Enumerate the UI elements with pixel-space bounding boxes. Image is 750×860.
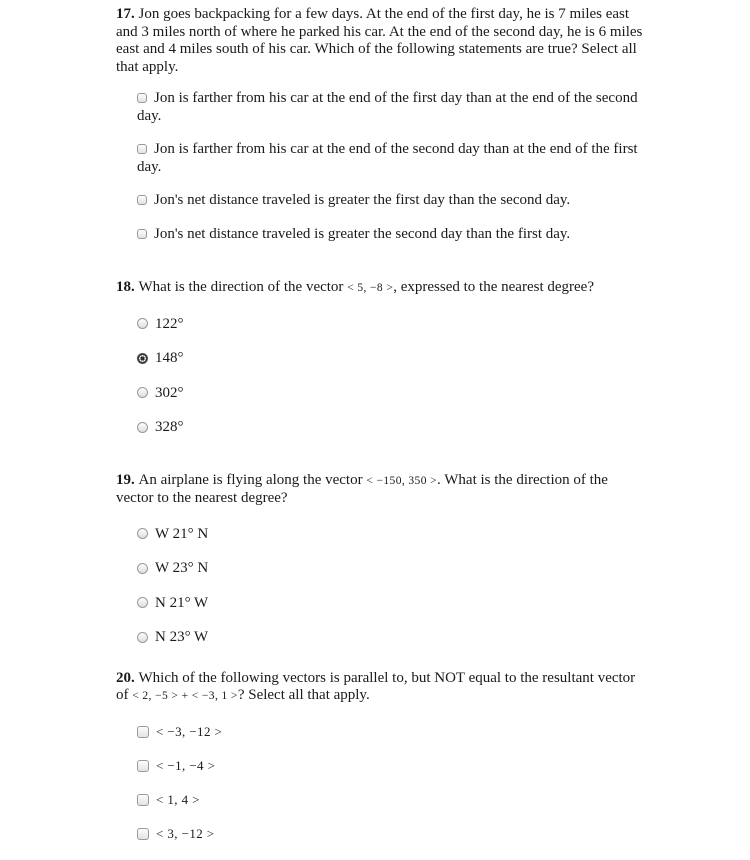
radio-button[interactable]	[137, 318, 148, 329]
option-label: W 21° N	[155, 525, 209, 542]
question-19-option-3[interactable]	[137, 595, 644, 613]
question-20-prompt	[116, 670, 644, 706]
radio-button[interactable]	[137, 422, 148, 433]
checkbox[interactable]	[137, 726, 149, 738]
radio-button[interactable]	[137, 563, 148, 574]
question-18-option-1[interactable]	[137, 316, 644, 334]
question-20-option-2[interactable]	[137, 758, 644, 773]
vector-notation: < 5, −8 >	[347, 282, 394, 294]
radio-button-selected[interactable]	[137, 353, 148, 364]
option-label: < 1, 4 >	[156, 791, 200, 807]
vector-notation: < 2, −5 > + < −3, 1 >	[132, 690, 238, 702]
prompt-text: ? Select all that apply.	[237, 687, 370, 703]
question-20	[116, 670, 644, 841]
question-19-option-1[interactable]	[137, 526, 644, 544]
prompt-text: Which of the following vectors is parallel to, but NOT equal to the resultant vector of	[116, 669, 636, 703]
question-19-options	[137, 526, 644, 647]
prompt-text: , expressed to the nearest degree?	[393, 279, 594, 295]
option-label: Jon is farther from his car at the end of the first day than at the end of the second day.	[137, 90, 638, 124]
question-18	[116, 279, 644, 437]
option-label: Jon is farther from his car at the end of the second day than at the end of the first day.	[137, 141, 638, 175]
question-number: 18.	[116, 279, 139, 295]
question-17-options	[137, 90, 644, 243]
question-17	[116, 6, 644, 243]
radio-button[interactable]	[137, 387, 148, 398]
question-19	[116, 472, 644, 647]
question-18-option-3[interactable]	[137, 385, 644, 403]
checkbox[interactable]	[137, 229, 147, 239]
checkbox[interactable]	[137, 828, 149, 840]
option-label: 148°	[155, 350, 184, 366]
checkbox[interactable]	[137, 93, 147, 103]
question-17-option-4[interactable]	[137, 226, 644, 244]
checkbox[interactable]	[137, 195, 147, 205]
question-19-option-2[interactable]	[137, 560, 644, 578]
question-17-prompt	[116, 6, 644, 76]
radio-button[interactable]	[137, 632, 148, 643]
radio-button[interactable]	[137, 597, 148, 608]
option-label: N 23° W	[155, 629, 209, 645]
option-label: < 3, −12 >	[156, 825, 215, 841]
option-label: Jon's net distance traveled is greater the first day than the second day.	[154, 192, 571, 208]
question-18-option-4[interactable]	[137, 419, 644, 437]
question-17-option-3[interactable]	[137, 192, 644, 210]
question-20-option-3[interactable]	[137, 792, 644, 807]
option-label: W 23° N	[155, 560, 209, 576]
question-18-prompt	[116, 279, 644, 298]
option-label: N 21° W	[155, 594, 209, 611]
checkbox[interactable]	[137, 144, 147, 154]
option-label: 122°	[155, 315, 184, 332]
question-number: 19.	[116, 471, 139, 488]
question-17-option-2[interactable]	[137, 141, 644, 176]
prompt-text: An airplane is flying along the vector	[138, 471, 367, 488]
option-label: < −1, −4 >	[156, 757, 216, 773]
option-label: Jon's net distance traveled is greater the second day than the first day.	[154, 225, 571, 242]
question-19-option-4[interactable]	[137, 629, 644, 647]
prompt-text: . What is the direction of the vector to the nearest degree?	[116, 471, 608, 506]
option-label: 302°	[155, 384, 184, 401]
option-label: < −3, −12 >	[156, 723, 223, 739]
question-17-option-1[interactable]	[137, 90, 644, 125]
prompt-text: What is the direction of the vector	[138, 279, 348, 295]
checkbox[interactable]	[137, 760, 149, 772]
question-number: 17.	[116, 6, 139, 22]
question-18-option-2[interactable]	[137, 350, 644, 368]
question-20-options	[137, 724, 644, 841]
vector-notation: < −150, 350 >	[366, 474, 438, 487]
option-label: 328°	[155, 419, 184, 435]
radio-button[interactable]	[137, 528, 148, 539]
question-18-options	[137, 316, 644, 437]
question-20-option-4[interactable]	[137, 826, 644, 841]
question-20-option-1[interactable]	[137, 724, 644, 739]
question-19-prompt	[116, 472, 644, 508]
question-number: 20.	[116, 669, 139, 686]
prompt-text: Jon goes backpacking for a few days. At the end of the first day, he is 7 miles east and 3 miles north of where he parked his car. At the end of the second day, he is 6 miles east and 4 miles south of his car. Which of the following statements are true? Select all that apply.	[116, 6, 643, 75]
checkbox[interactable]	[137, 794, 149, 806]
